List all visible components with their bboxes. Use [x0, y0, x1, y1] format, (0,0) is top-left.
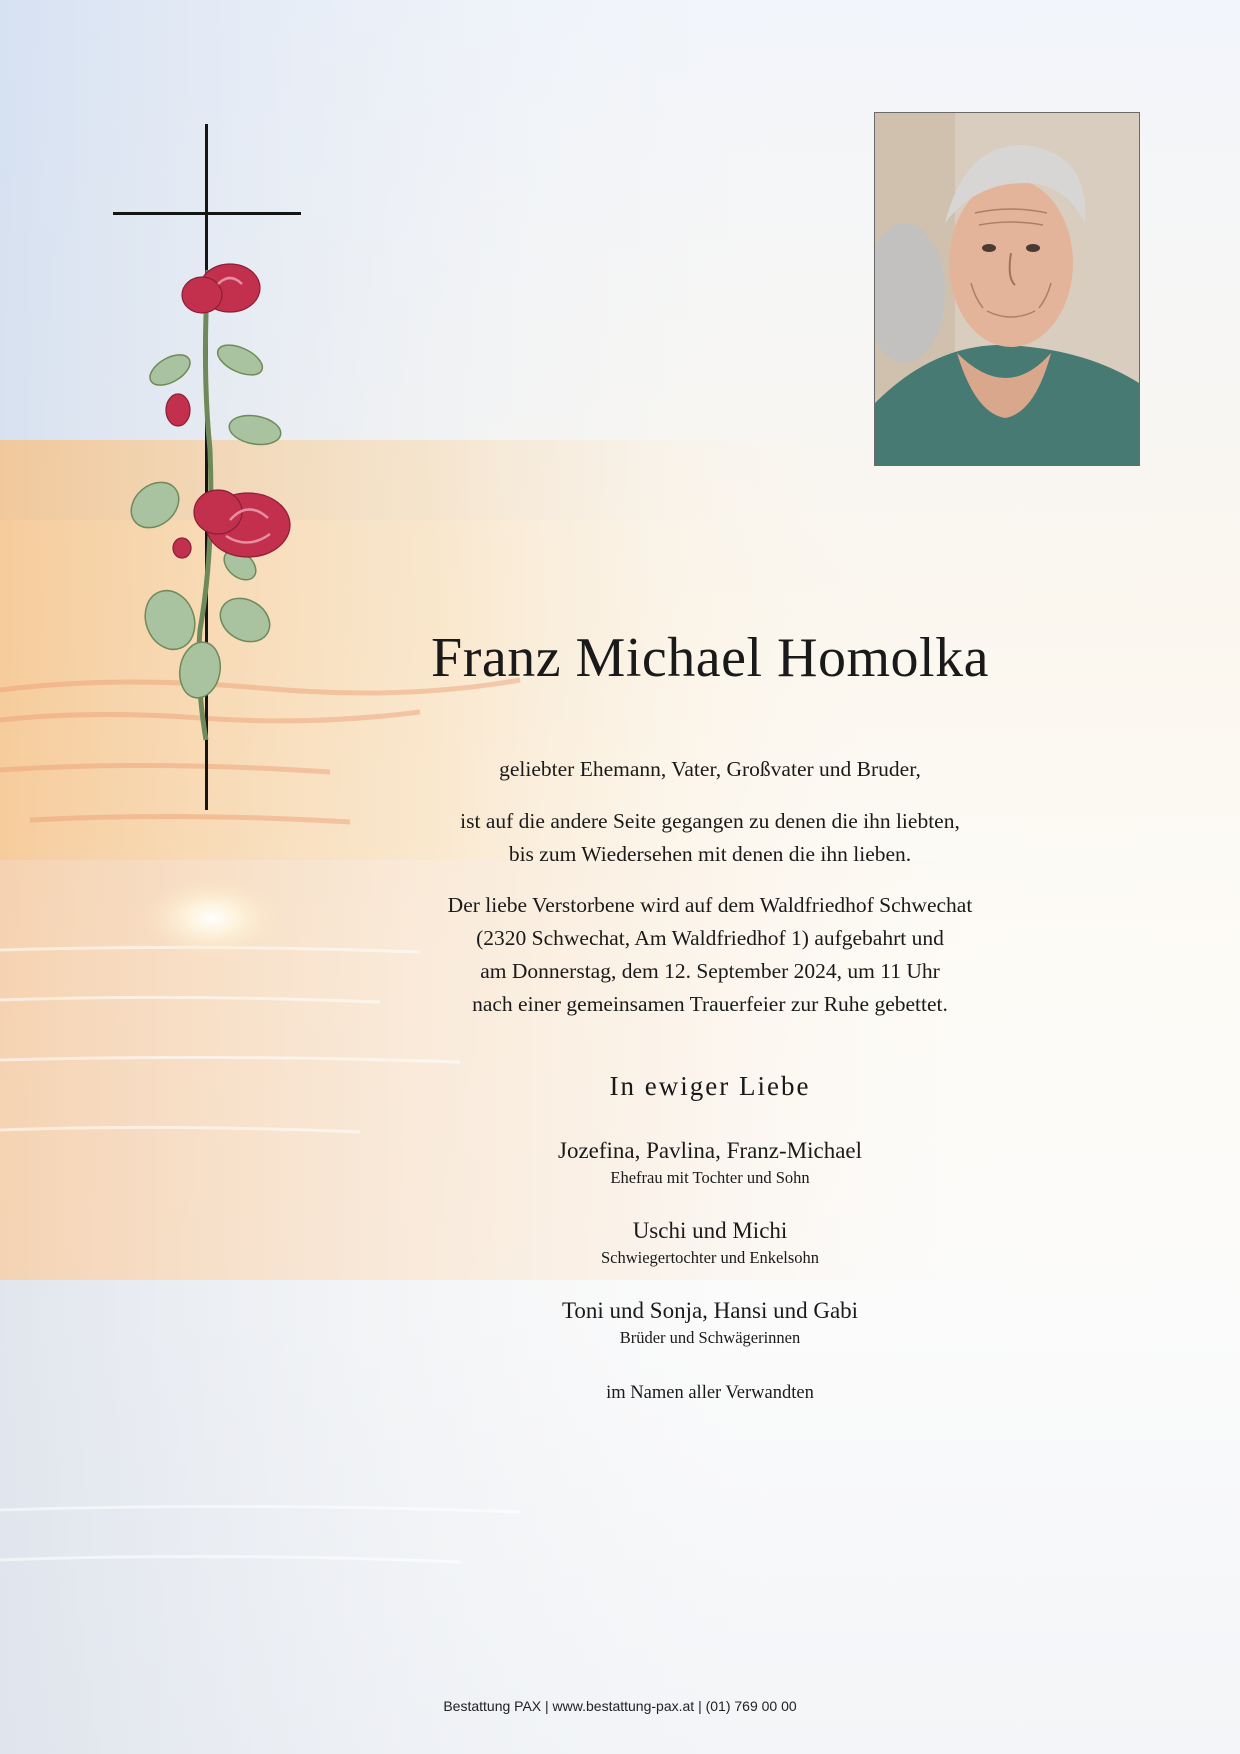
family-group [330, 1296, 1090, 1350]
family-relation: Schwiegertochter und Enkelsohn [600, 1248, 820, 1267]
funeral-details [330, 889, 1090, 1021]
family-relation: Brüder und Schwägerinnen [619, 1328, 801, 1347]
footer-contact: Bestattung PAX | www.bestattung-pax.at | (01) 769 00 00 [443, 1698, 797, 1714]
rose-branch-icon [130, 250, 330, 750]
family-group [330, 1136, 1090, 1190]
deceased-name: Franz Michael Homolka [431, 627, 989, 689]
portrait-photo [874, 112, 1140, 466]
closing-phrase: In ewiger Liebe [609, 1071, 811, 1101]
family-group [330, 1216, 1090, 1270]
text-line-2: ist auf die andere Seite gegangen zu denen die ihn liebten, [460, 809, 960, 833]
text-line-6: am Donnerstag, dem 12. September 2024, um 11 Uhr [480, 959, 940, 983]
relation-line [330, 753, 1090, 786]
text-line-4: Der liebe Verstorbene wird auf dem Waldfriedhof Schwechat [447, 893, 973, 917]
family-names: Toni und Sonja, Hansi und Gabi [561, 1298, 859, 1323]
family-names: Jozefina, Pavlina, Franz-Michael [558, 1138, 862, 1163]
family-names: Uschi und Michi [632, 1218, 788, 1243]
text-line-5: (2320 Schwechat, Am Waldfriedhof 1) aufgebahrt und [476, 926, 944, 950]
cross-bar [113, 212, 301, 215]
text-line-1: geliebter Ehemann, Vater, Großvater und Bruder, [499, 757, 921, 781]
family-relation: Ehefrau mit Tochter und Sohn [610, 1168, 810, 1187]
text-line-3: bis zum Wiedersehen mit denen die ihn lieben. [508, 842, 912, 866]
farewell-text [330, 805, 1090, 871]
signoff: im Namen aller Verwandten [606, 1383, 814, 1403]
text-line-7: nach einer gemeinsamen Trauerfeier zur Ruhe gebettet. [472, 992, 948, 1016]
